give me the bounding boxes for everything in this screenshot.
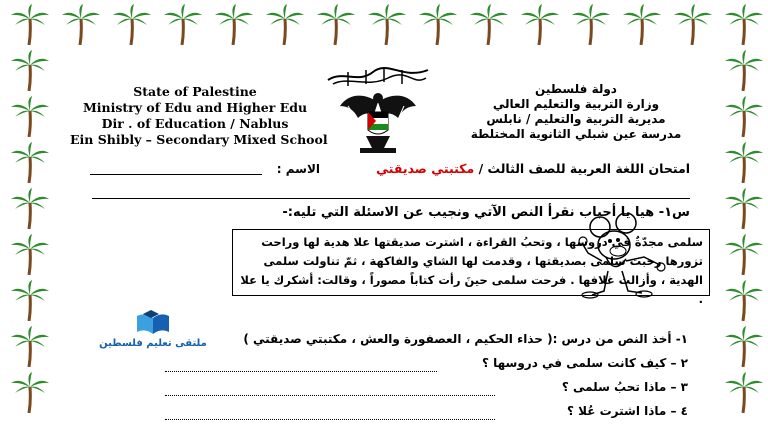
exam-title-text: امتحان اللغة العربية للصف الثالث / [478, 161, 690, 176]
question-item-4: ٤ – ماذا اشترت عُلا ؟ [566, 404, 688, 418]
exam-title [376, 161, 690, 176]
question-item-3: ٣ – ماذا تحبُ سلمى ؟ [561, 380, 688, 394]
forum-logo [98, 310, 208, 356]
palm-tree-icon [316, 3, 356, 45]
palm-tree-icon [724, 279, 764, 321]
arabic-header [456, 82, 696, 142]
divider [92, 198, 690, 199]
palm-tree-icon [724, 3, 764, 45]
header-en-line2: Ministry of Edu and Higher Edu [82, 100, 308, 115]
english-header [70, 84, 328, 148]
reading-passage: سلمى مجدّةٌ في دروسها ، وتحبُ القراءة ، اشترت صديقتها علا هدية لها وراحت تزورها رحبت سلمى بصديقتها ، وقدمت لها الشاي والفاكهة ، ثمّ تناولت سلمى الهدية ، وأزالت غلافها . فرحت سلمى حينَ رأت كتاباً مصوراً ، وقالت: أشكرك يا علا . [232, 229, 710, 296]
palm-tree-icon [10, 325, 50, 367]
palm-tree-icon [724, 49, 764, 91]
name-label: الاسم : [276, 162, 320, 176]
palm-tree-icon [214, 3, 254, 45]
header-ar-line3: مديرية التربية والتعليم / نابلس [486, 112, 666, 126]
palm-tree-icon [724, 187, 764, 229]
header-en-line3: Dir . of Education / Nablus [101, 116, 289, 131]
answer-line-3[interactable] [165, 395, 495, 396]
exam-subject: مكتبتي صديقتي [376, 161, 475, 176]
answer-line-2[interactable] [165, 371, 437, 372]
header-ar-line4: مدرسة عين شبلي الثانوية المختلطة [470, 127, 682, 141]
palm-tree-icon [10, 279, 50, 321]
question-item-1: ١- أخذ النص من درس :( حذاء الحكيم ، العصفورة والعش ، مكتبتي صديقتي ) [243, 332, 688, 346]
palm-tree-icon [724, 233, 764, 275]
palm-tree-icon [571, 3, 611, 45]
answer-line-4[interactable] [165, 419, 495, 420]
palm-tree-icon [10, 141, 50, 183]
palm-tree-icon [622, 3, 662, 45]
palm-tree-icon [10, 3, 50, 45]
palm-tree-icon [724, 95, 764, 137]
open-book-icon [133, 310, 173, 338]
palm-tree-icon [10, 371, 50, 413]
palm-tree-icon [724, 371, 764, 413]
logo-text: ملتقى تعليم فلسطين [99, 338, 207, 349]
palestine-emblem-icon [318, 62, 438, 162]
header-ar-line2: وزارة التربية والتعليم العالي [492, 97, 660, 111]
palm-tree-icon [10, 49, 50, 91]
palm-tree-icon [10, 95, 50, 137]
header-en-line1: State of Palestine [133, 84, 257, 99]
palm-tree-icon [163, 3, 203, 45]
palm-tree-icon [112, 3, 152, 45]
palm-tree-icon [418, 3, 458, 45]
palm-tree-icon [265, 3, 305, 45]
palm-tree-icon [61, 3, 101, 45]
name-answer-line[interactable] [90, 174, 262, 175]
header-ar-line1: دولة فلسطين [535, 82, 617, 96]
palm-tree-icon [367, 3, 407, 45]
palm-tree-icon [469, 3, 509, 45]
palm-tree-icon [673, 3, 713, 45]
palm-tree-icon [10, 187, 50, 229]
question-item-2: ٢ – كيف كانت سلمى في دروسها ؟ [481, 356, 688, 370]
header-en-line4: Ein Shibly – Secondary Mixed School [70, 132, 328, 147]
palm-tree-icon [520, 3, 560, 45]
palm-tree-icon [724, 325, 764, 367]
student-name-row [90, 162, 320, 180]
palm-tree-icon [724, 141, 764, 183]
question-1-heading: س١- هيا يا أحباب نقرأ النص الآتي ونجيب عن الاسئلة التي تليه:- [282, 205, 690, 220]
palm-tree-icon [10, 233, 50, 275]
